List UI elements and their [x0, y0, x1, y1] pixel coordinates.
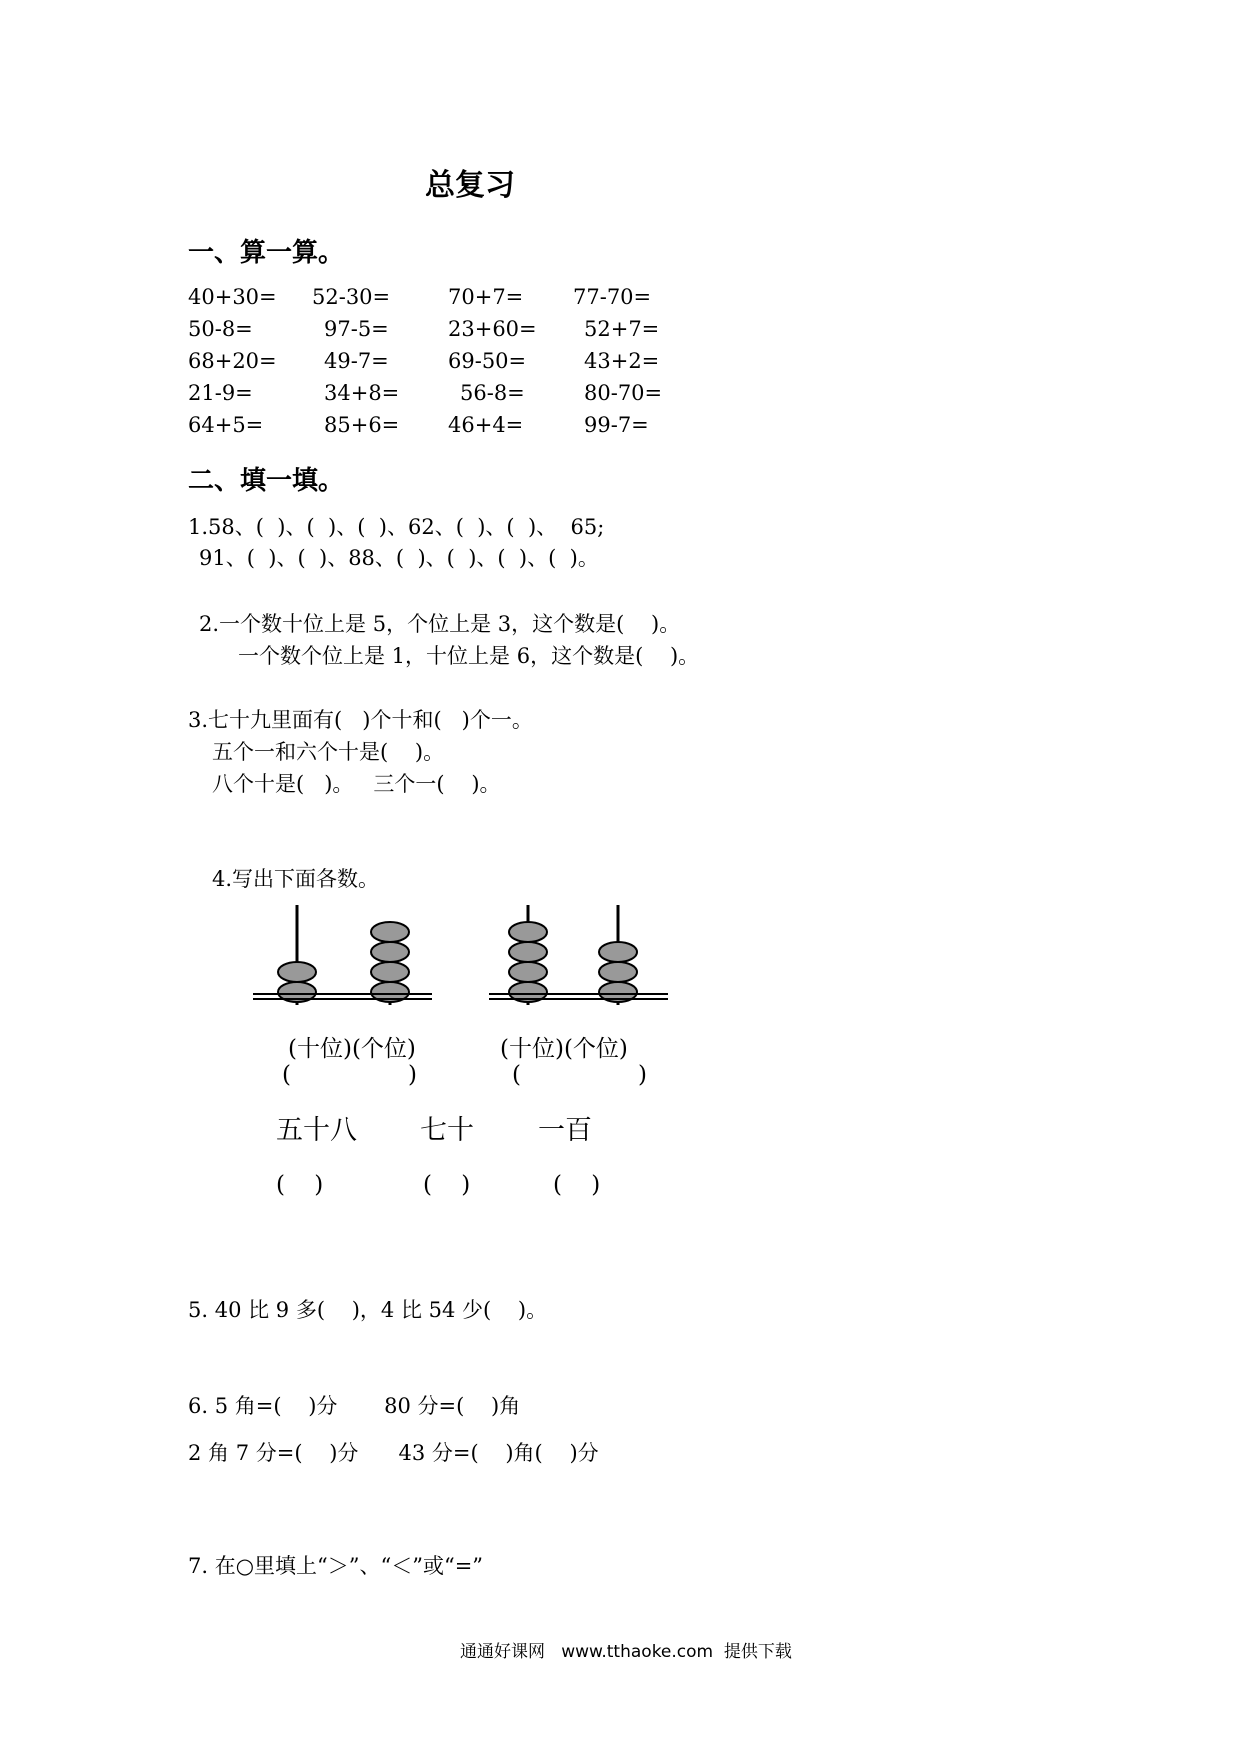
calc-problem: 34+8=: [324, 381, 400, 405]
q3-line-3: 八个十是( )。 三个一( )。: [212, 772, 501, 796]
abacus-1-labels: (十位)(个位): [288, 1036, 416, 1062]
q3-line-2: 五个一和六个十是( )。: [212, 740, 445, 764]
calc-problem: 64+5=: [188, 413, 264, 437]
number-word-blank: ( ): [276, 1172, 324, 1198]
number-word-blank: ( ): [553, 1172, 601, 1198]
calc-problem: 68+20=: [188, 349, 277, 373]
section-1-heading: 一、算一算。: [188, 238, 345, 268]
abacus-bead: [509, 922, 547, 942]
calc-problem: 49-7=: [324, 349, 389, 373]
abacus-2-labels: (十位)(个位): [500, 1036, 628, 1062]
abacus-2: [486, 905, 676, 1010]
calc-problem: 97-5=: [324, 317, 389, 341]
number-word: 一百: [538, 1115, 592, 1146]
calc-problem: 69-50=: [448, 349, 527, 373]
calc-problem: 70+7=: [448, 285, 524, 309]
number-word: 五十八: [276, 1115, 357, 1146]
q2-line-1: 2.一个数十位上是 5，个位上是 3，这个数是( )。: [199, 612, 681, 636]
calc-problem: 23+60=: [448, 317, 537, 341]
abacus-bead: [509, 962, 547, 982]
calc-problem: 56-8=: [460, 381, 525, 405]
q2-line-2: 一个数个位上是 1，十位上是 6，这个数是( )。: [238, 644, 700, 668]
abacus-bead: [509, 942, 547, 962]
q6-line-2: 2 角 7 分=( )分 43 分=( )角( )分: [188, 1441, 599, 1465]
q4-prompt: 4.写出下面各数。: [212, 867, 380, 891]
calc-problem: 52+7=: [584, 317, 660, 341]
page-title: 总复习: [425, 168, 515, 203]
calc-problem: 85+6=: [324, 413, 400, 437]
abacus-bead: [599, 942, 637, 962]
calc-problem: 80-70=: [584, 381, 663, 405]
abacus-bead: [371, 942, 409, 962]
q5-line: 5. 40 比 9 多( )，4 比 54 少( )。: [188, 1298, 548, 1322]
abacus-bead: [371, 962, 409, 982]
calc-problem: 99-7=: [584, 413, 649, 437]
calc-problem: 52-30=: [312, 285, 391, 309]
q7-line: 7. 在○里填上“＞”、“＜”或“=”: [188, 1554, 484, 1578]
abacus-1: [250, 905, 440, 1010]
calc-problem: 77-70=: [573, 285, 652, 309]
q3-line-1: 3.七十九里面有( )个十和( )个一。: [188, 708, 533, 732]
q1-line-1: 1.58、( )、( )、( )、62、( )、( )、 65;: [188, 515, 605, 539]
calc-problem: 43+2=: [584, 349, 660, 373]
abacus-2-answer-blank: ( ): [512, 1062, 647, 1088]
number-word-blank: ( ): [423, 1172, 471, 1198]
section-2-heading: 二、填一填。: [188, 466, 345, 496]
q6-line-1: 6. 5 角=( )分 80 分=( )角: [188, 1394, 521, 1418]
q1-line-2: 91、( )、( )、88、( )、( )、( )、( )。: [199, 546, 599, 570]
abacus-bead: [278, 962, 316, 982]
abacus-bead: [599, 962, 637, 982]
number-word: 七十: [420, 1115, 474, 1146]
calc-problem: 50-8=: [188, 317, 253, 341]
calc-problem: 40+30=: [188, 285, 277, 309]
calc-problem: 46+4=: [448, 413, 524, 437]
abacus-bead: [371, 922, 409, 942]
calc-problem: 21-9=: [188, 381, 253, 405]
abacus-1-answer-blank: ( ): [282, 1062, 417, 1088]
footer: 通通好课网 www.tthaoke.com 提供下载: [460, 1642, 792, 1662]
